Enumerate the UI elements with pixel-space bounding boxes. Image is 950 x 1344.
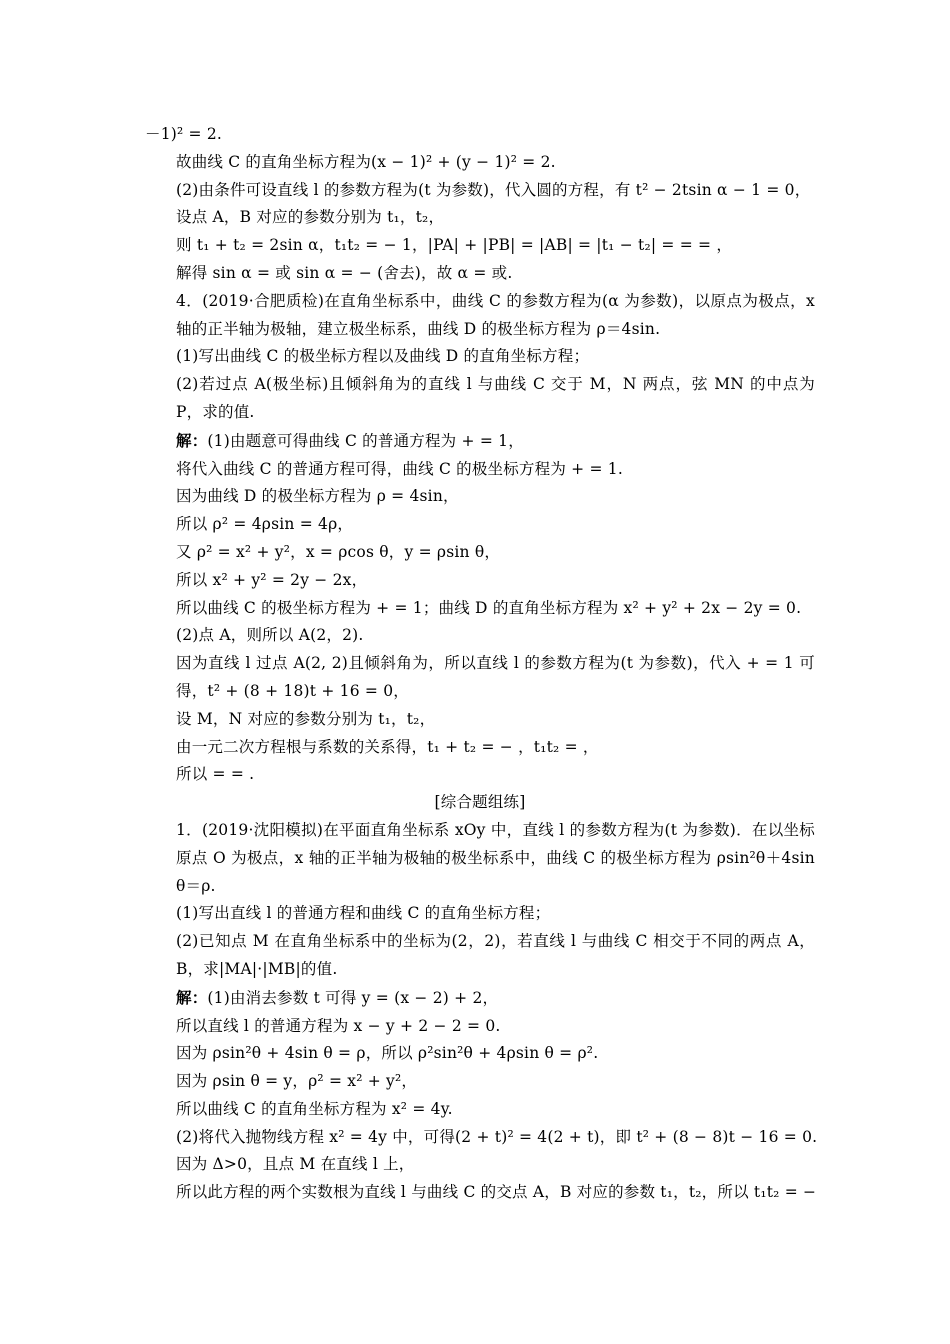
text-line: 设点 A，B 对应的参数分别为 t₁，t₂，	[176, 208, 445, 227]
text-line: 将代入曲线 C 的普通方程可得，曲线 C 的极坐标方程为 + = 1.	[176, 459, 623, 478]
section-heading: [综合题组练]	[434, 793, 526, 812]
text-content: (1)由题意可得曲线 C 的普通方程为 + = 1，	[207, 431, 524, 450]
text-line	[145, 984, 815, 1013]
text-line: －1)² = 2.	[145, 125, 223, 143]
text-line: 所以 = = .	[176, 765, 255, 784]
text-line: 又 ρ² = x² + y²，x = ρcos θ，y = ρsin θ，	[176, 542, 501, 561]
text-line: 解得 sin α = 或 sin α = − (舍去)，故 α = 或.	[176, 263, 513, 282]
answer-label: 解：	[176, 987, 208, 1007]
text-line: 因为 ρsin²θ + 4sin θ = ρ，所以 ρ²sin²θ + 4ρsin θ = ρ².	[176, 1044, 599, 1063]
text-line: 故曲线 C 的直角坐标方程为(x − 1)² + (y − 1)² = 2.	[176, 152, 556, 171]
text-line: 由一元二次方程根与系数的关系得，t₁ + t₂ = − ，t₁t₂ = ，	[176, 737, 599, 756]
text-line: 则 t₁ + t₂ = 2sin α，t₁t₂ = − 1，|PA| + |PB| = |AB| = |t₁ − t₂| = = = ，	[176, 236, 733, 255]
text-line: 所以曲线 C 的直角坐标方程为 x² = 4y.	[176, 1099, 453, 1118]
text-line: 所以 ρ² = 4ρsin = 4ρ，	[176, 515, 354, 534]
text-line: 1．(2019·沈阳模拟)在平面直角坐标系 xOy 中，直线 l 的参数方程为(t 为参数)．在以坐标原点 O 为极点，x 轴的正半轴为极轴的极坐标系中，曲线 C 的极坐标方程为 ρsin²θ＋4sin θ＝ρ.	[176, 820, 815, 895]
text-line: (2)点 A，则所以 A(2，2).	[176, 626, 364, 645]
text-line: 因为 Δ>0，且点 M 在直线 l 上，	[176, 1155, 415, 1174]
text-line: 因为 ρsin θ = y，ρ² = x² + y²，	[176, 1072, 418, 1091]
text-line: (2)由条件可设直线 l 的参数方程为(t 为参数)，代入圆的方程，有 t² − 2tsin α − 1 = 0，	[176, 180, 811, 199]
text-line	[145, 427, 815, 456]
document-body	[145, 121, 818, 1207]
text-line: 所以此方程的两个实数根为直线 l 与曲线 C 的交点 A，B 对应的参数 t₁，t₂，所以 t₁t₂ = −	[176, 1183, 817, 1202]
answer-label: 解：	[176, 430, 208, 450]
text-line: 设 M，N 对应的参数分别为 t₁，t₂，	[176, 709, 436, 728]
text-line: 因为直线 l 过点 A(2, 2)且倾斜角为，所以直线 l 的参数方程为(t 为参数)，代入 + = 1 可得，t² + (8 + 18)t + 16 = 0，	[176, 654, 815, 700]
text-line: (1)写出曲线 C 的极坐标方程以及曲线 D 的直角坐标方程；	[176, 347, 590, 366]
text-line: 所以 x² + y² = 2y − 2x，	[176, 570, 368, 589]
text-line: (2)若过点 A(极坐标)且倾斜角为的直线 l 与曲线 C 交于 M，N 两点，弦 MN 的中点为 P，求的值.	[176, 375, 815, 421]
text-line: (2)已知点 M 在直角坐标系中的坐标为(2，2)，若直线 l 与曲线 C 相交于不同的两点 A，B，求|MA|·|MB|的值.	[176, 932, 815, 978]
text-line: 所以直线 l 的普通方程为 x − y + 2 − 2 = 0.	[176, 1016, 501, 1035]
text-line: (1)写出直线 l 的普通方程和曲线 C 的直角坐标方程；	[176, 904, 551, 923]
text-line: 因为曲线 D 的极坐标方程为 ρ = 4sin，	[176, 487, 459, 506]
text-line: 所以曲线 C 的极坐标方程为 + = 1；曲线 D 的直角坐标方程为 x² + y² + 2x − 2y = 0.	[176, 598, 802, 617]
text-line: 4．(2019·合肥质检)在直角坐标系中，曲线 C 的参数方程为(α 为参数)，以原点为极点，x 轴的正半轴为极轴，建立极坐标系，曲线 D 的极坐标方程为 ρ＝4sin.	[176, 291, 815, 338]
text-content: (1)由消去参数 t 可得 y = (x − 2) + 2，	[207, 988, 499, 1007]
text-line: (2)将代入抛物线方程 x² = 4y 中，可得(2 + t)² = 4(2 + t)，即 t² + (8 − 8)t − 16 = 0.	[176, 1127, 818, 1146]
